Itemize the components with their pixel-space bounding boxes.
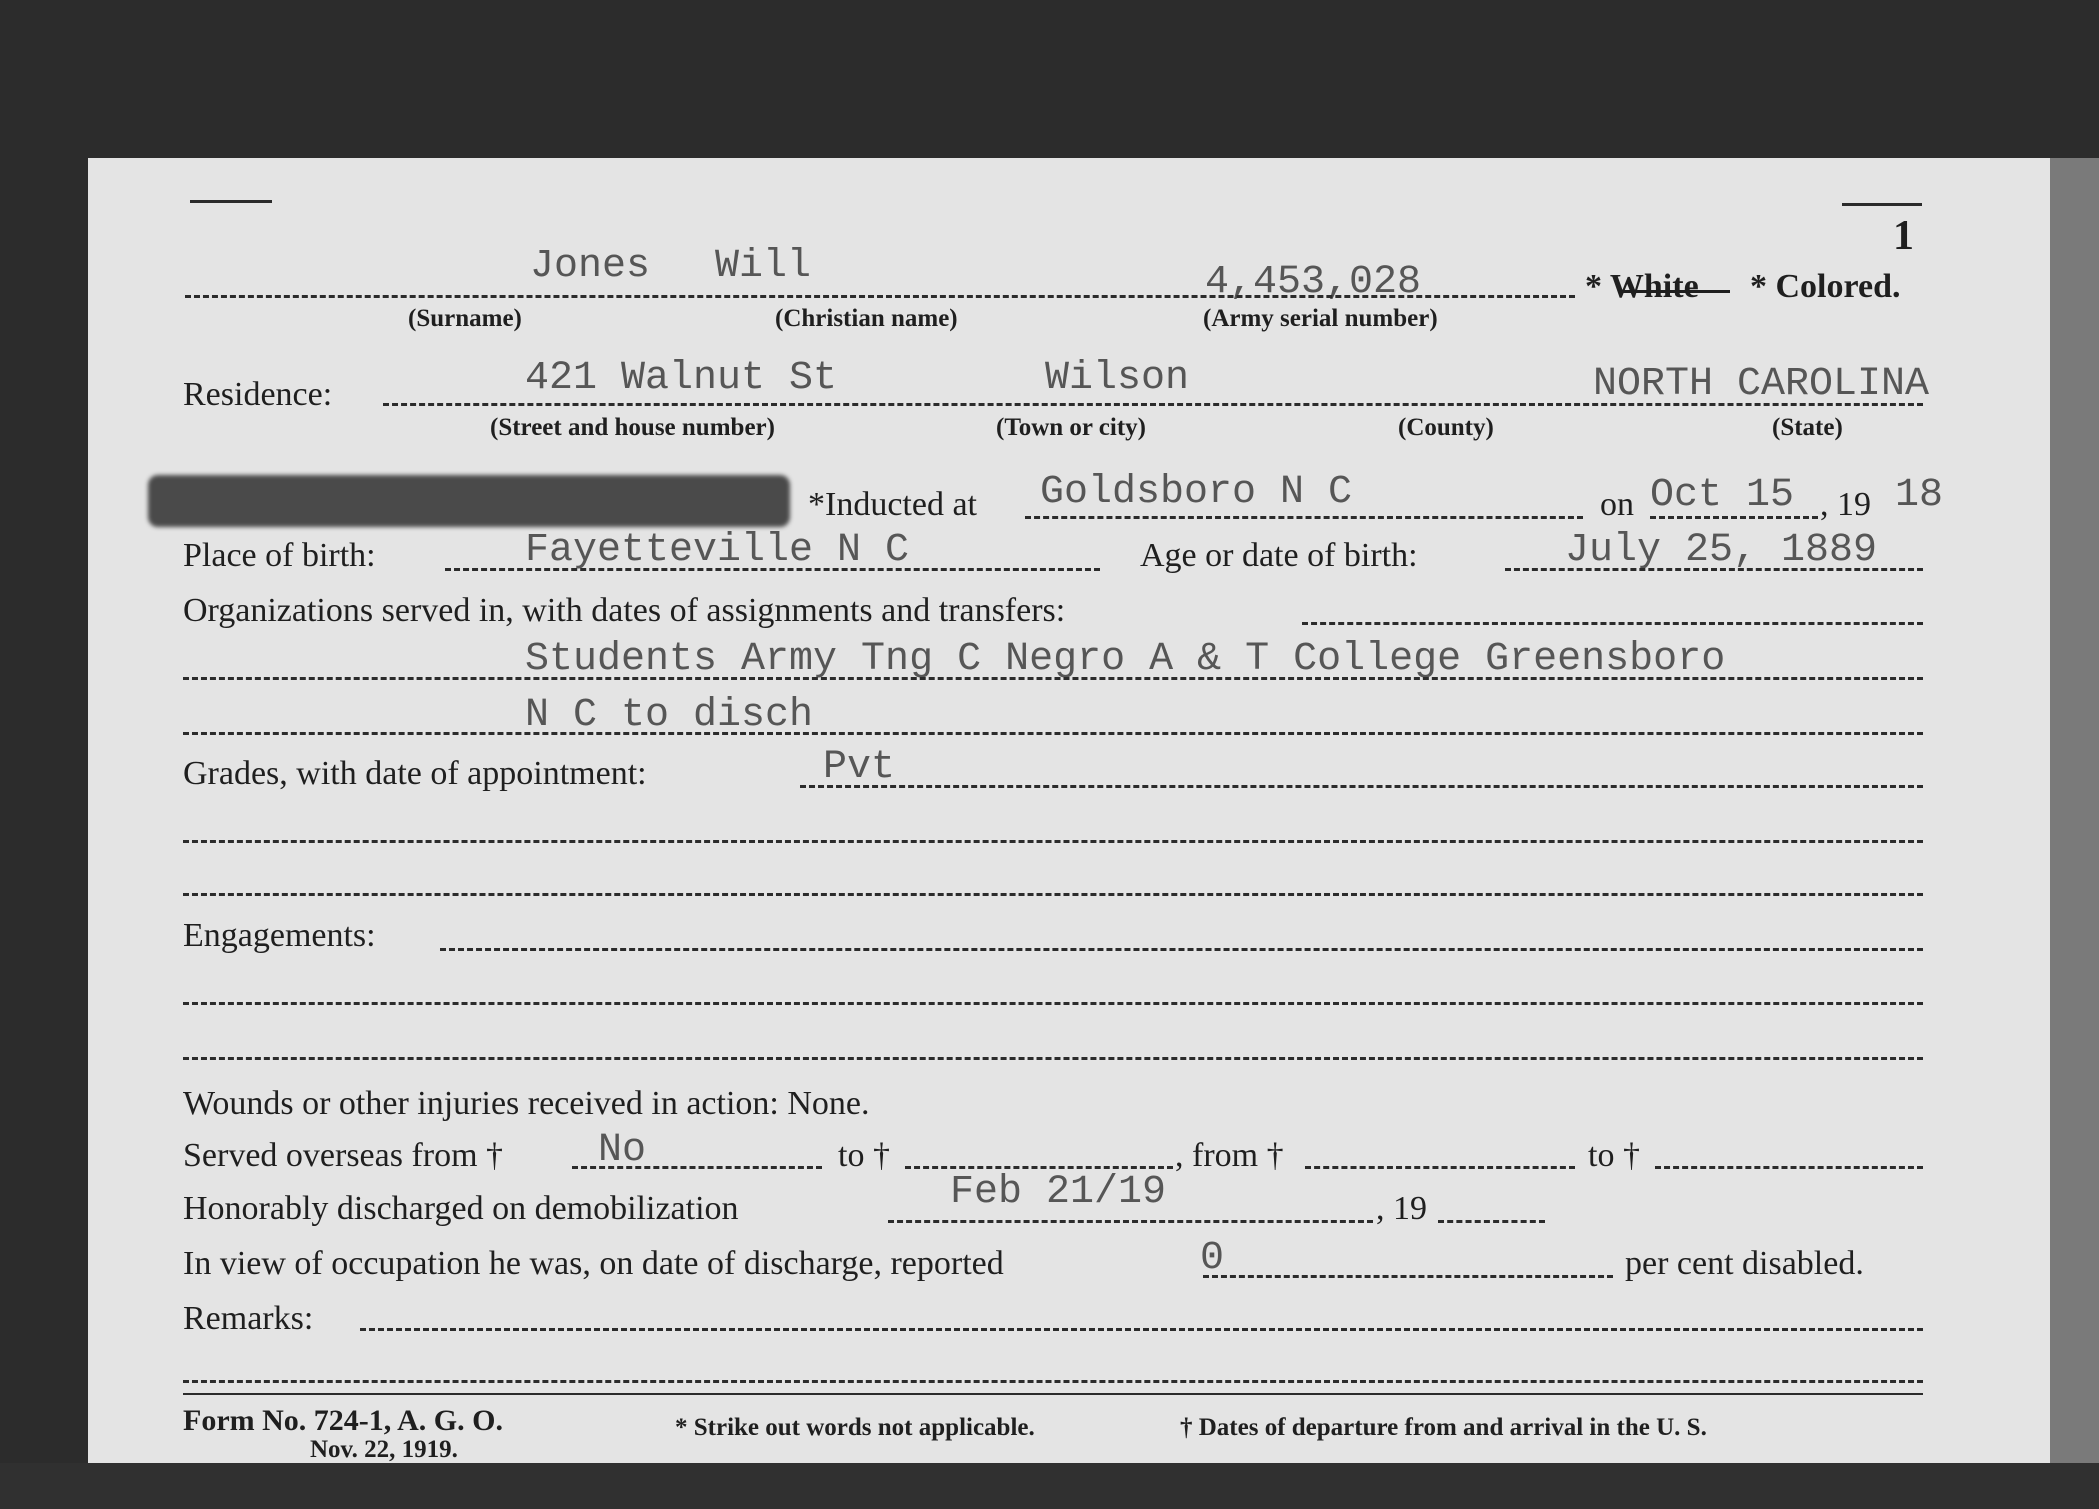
card-number: 1	[1893, 213, 1914, 259]
grades-label: Grades, with date of appointment:	[183, 755, 647, 792]
inducted-date-line	[1650, 516, 1818, 519]
remarks-line-1	[183, 1380, 1923, 1383]
race-white: * White	[1585, 268, 1699, 305]
year-prefix: , 19	[1820, 486, 1871, 523]
residence-street: 421 Walnut St	[525, 356, 838, 401]
inducted-line	[1025, 516, 1583, 519]
organizations-line-0	[1302, 622, 1923, 625]
race-white-strike	[1620, 290, 1730, 293]
residence-state: NORTH CAROLINA	[1593, 362, 1930, 407]
top-right-rule	[1842, 203, 1922, 206]
remarks-line-0	[360, 1328, 1923, 1331]
caption-serial-number: (Army serial number)	[1203, 305, 1438, 332]
redacted-enlisted-options	[148, 475, 790, 527]
place-of-birth-label: Place of birth:	[183, 537, 376, 574]
background-strip	[0, 1463, 2099, 1509]
place-of-birth-value: Fayetteville N C	[525, 528, 910, 573]
remarks-label: Remarks:	[183, 1300, 314, 1337]
surname-value: Jones	[530, 244, 651, 289]
overseas-from-line	[572, 1166, 822, 1169]
disability-line	[1203, 1275, 1613, 1278]
note-strike: * Strike out words not applicable.	[675, 1414, 1035, 1441]
caption-town: (Town or city)	[996, 414, 1146, 441]
organizations-line1-value: Students Army Tng C Negro A & T College Greensboro	[525, 637, 1726, 682]
caption-surname: (Surname)	[408, 305, 522, 332]
overseas-to-line-2	[1655, 1166, 1923, 1169]
overseas-to-line-1	[905, 1166, 1173, 1169]
wounds-label: Wounds or other injuries received in action: None.	[183, 1085, 870, 1122]
top-left-rule	[190, 200, 272, 203]
discharge-line	[888, 1220, 1373, 1223]
overseas-from-2: , from †	[1175, 1137, 1284, 1174]
engagements-line-1	[183, 1002, 1923, 1005]
discharge-date-value: Feb 21/19	[950, 1170, 1167, 1215]
residence-label: Residence:	[183, 376, 333, 413]
disability-label: In view of occupation he was, on date of discharge, reported	[183, 1245, 1004, 1282]
grades-value: Pvt	[823, 745, 896, 790]
overseas-from-line-2	[1305, 1166, 1575, 1169]
caption-state: (State)	[1772, 414, 1843, 441]
residence-town: Wilson	[1045, 356, 1190, 401]
inducted-label: *Inducted at	[808, 486, 977, 523]
overseas-value: No	[598, 1128, 647, 1173]
grades-line-0	[800, 785, 1923, 788]
disability-value: 0	[1200, 1236, 1225, 1281]
discharge-year-line	[1438, 1220, 1545, 1223]
christian-name-value: Will	[715, 244, 812, 289]
discharge-label: Honorably discharged on demobilization	[183, 1190, 739, 1227]
inducted-date-value: Oct 15	[1650, 473, 1795, 518]
form-date: Nov. 22, 1919.	[310, 1436, 458, 1463]
race-colored: * Colored.	[1750, 268, 1901, 305]
residence-line	[383, 403, 1923, 406]
caption-street: (Street and house number)	[490, 414, 775, 441]
caption-county: (County)	[1398, 414, 1494, 441]
birth-date-value: July 25, 1889	[1565, 528, 1878, 573]
age-label: Age or date of birth:	[1140, 537, 1418, 574]
disability-suffix: per cent disabled.	[1625, 1245, 1864, 1282]
footer-rule	[183, 1393, 1923, 1395]
card-edge-shadow	[2050, 158, 2099, 1463]
overseas-to-2: to †	[1588, 1137, 1640, 1174]
overseas-label: Served overseas from †	[183, 1137, 504, 1174]
organizations-line-1	[183, 677, 1923, 680]
inducted-on-label: on	[1600, 486, 1634, 523]
note-dates: † Dates of departure from and arrival in the U. S.	[1180, 1414, 1707, 1441]
discharge-year-label: , 19	[1376, 1190, 1427, 1227]
serial-number-value: 4,453,028	[1205, 260, 1422, 305]
engagements-line-2	[183, 1057, 1923, 1060]
grades-line-1	[183, 840, 1923, 843]
place-of-birth-line	[445, 568, 1100, 571]
engagements-line-0	[440, 948, 1923, 951]
overseas-to-1: to †	[838, 1137, 890, 1174]
engagements-label: Engagements:	[183, 917, 376, 954]
name-line	[185, 295, 1575, 298]
birth-date-line	[1505, 568, 1923, 571]
year-suffix: 18	[1895, 473, 1944, 518]
organizations-line2-value: N C to disch	[525, 693, 814, 738]
organizations-line-2	[183, 732, 1923, 735]
form-number: Form No. 724-1, A. G. O.	[183, 1404, 503, 1437]
organizations-label: Organizations served in, with dates of assignments and transfers:	[183, 592, 1066, 629]
caption-christian-name: (Christian name)	[775, 305, 958, 332]
inducted-at-value: Goldsboro N C	[1040, 470, 1353, 515]
grades-line-2	[183, 893, 1923, 896]
